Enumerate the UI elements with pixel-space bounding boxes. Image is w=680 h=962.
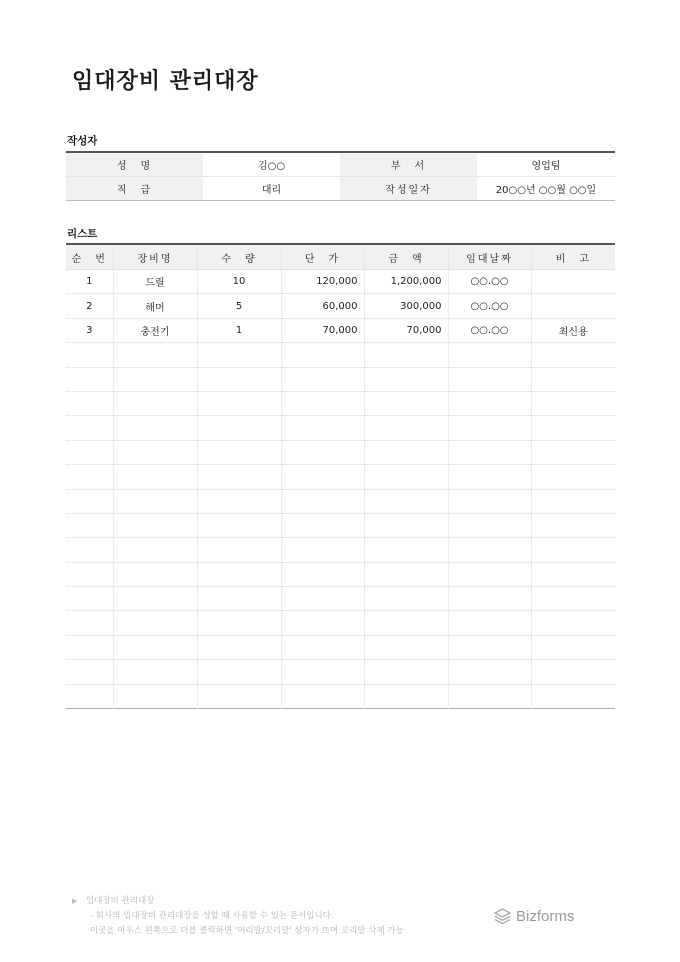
footer xyxy=(72,894,404,939)
cell-amount: 1,200,000 xyxy=(364,270,448,294)
cell-unit-price xyxy=(281,587,364,611)
cell-amount xyxy=(364,635,448,659)
cell-remarks xyxy=(531,465,615,489)
cell-remarks xyxy=(531,343,615,367)
footer-note: 이곳을 마우스 왼쪽으로 더블 클릭하면 '머리말/꼬리말' 상자가 뜨며 꼬리말 삭제 가능 xyxy=(90,926,404,936)
cell-remarks xyxy=(531,684,615,708)
cell-unit-price xyxy=(281,367,364,391)
cell-quantity: 10 xyxy=(197,270,281,294)
cell-seq xyxy=(66,489,113,513)
cell-quantity xyxy=(197,465,281,489)
cell-rental-date xyxy=(448,684,531,708)
table-row xyxy=(66,660,615,684)
cell-remarks xyxy=(531,660,615,684)
cell-amount: 300,000 xyxy=(364,294,448,318)
cell-rental-date xyxy=(448,367,531,391)
cell-unit-price xyxy=(281,440,364,464)
cell-rental-date xyxy=(448,611,531,635)
table-row xyxy=(66,440,615,464)
cell-equipment: 충전기 xyxy=(113,318,197,342)
table-row xyxy=(66,391,615,415)
cell-unit-price xyxy=(281,660,364,684)
table-row xyxy=(66,294,615,318)
cell-equipment xyxy=(113,489,197,513)
cell-amount xyxy=(364,513,448,537)
name-label: 성 명 xyxy=(66,152,203,177)
cell-unit-price xyxy=(281,489,364,513)
cell-remarks xyxy=(531,587,615,611)
cell-quantity xyxy=(197,367,281,391)
bullet-icon: ▶ xyxy=(72,897,78,905)
equipment-list-table xyxy=(66,243,615,709)
position-label: 직 급 xyxy=(66,177,203,201)
table-header-row xyxy=(66,244,615,270)
cell-remarks xyxy=(531,270,615,294)
cell-equipment xyxy=(113,562,197,586)
cell-quantity xyxy=(197,611,281,635)
cell-quantity xyxy=(197,538,281,562)
cell-equipment xyxy=(113,416,197,440)
table-row xyxy=(66,587,615,611)
cell-amount xyxy=(364,465,448,489)
cell-equipment xyxy=(113,635,197,659)
cell-amount xyxy=(364,684,448,708)
cell-rental-date xyxy=(448,343,531,367)
table-row xyxy=(66,684,615,708)
table-row xyxy=(66,513,615,537)
cell-quantity xyxy=(197,489,281,513)
cell-seq xyxy=(66,343,113,367)
cell-amount xyxy=(364,440,448,464)
cell-unit-price xyxy=(281,562,364,586)
cell-equipment xyxy=(113,660,197,684)
cell-unit-price: 70,000 xyxy=(281,318,364,342)
cell-seq xyxy=(66,465,113,489)
cell-seq xyxy=(66,660,113,684)
header-seq: 순 번 xyxy=(66,244,113,270)
layers-icon xyxy=(494,908,511,925)
cell-quantity: 1 xyxy=(197,318,281,342)
cell-unit-price xyxy=(281,465,364,489)
footer-title: 임대장비 관리대장 xyxy=(86,896,155,906)
cell-amount xyxy=(364,611,448,635)
cell-amount xyxy=(364,587,448,611)
cell-remarks xyxy=(531,538,615,562)
cell-quantity xyxy=(197,343,281,367)
cell-amount: 70,000 xyxy=(364,318,448,342)
position-value: 대리 xyxy=(261,185,282,196)
cell-seq xyxy=(66,587,113,611)
cell-quantity xyxy=(197,635,281,659)
cell-amount xyxy=(364,660,448,684)
cell-quantity xyxy=(197,660,281,684)
cell-unit-price xyxy=(281,416,364,440)
cell-rental-date xyxy=(448,416,531,440)
cell-seq xyxy=(66,635,113,659)
cell-equipment xyxy=(113,513,197,537)
cell-quantity xyxy=(197,684,281,708)
list-section-label: 리스트 xyxy=(67,228,98,240)
cell-seq: 2 xyxy=(66,294,113,318)
cell-seq xyxy=(66,416,113,440)
cell-remarks: 최신용 xyxy=(531,318,615,342)
cell-amount xyxy=(364,343,448,367)
table-row xyxy=(66,611,615,635)
cell-unit-price: 60,000 xyxy=(281,294,364,318)
cell-rental-date xyxy=(448,587,531,611)
cell-quantity xyxy=(197,513,281,537)
department-label: 부 서 xyxy=(340,152,477,177)
cell-seq: 3 xyxy=(66,318,113,342)
footer-description: - 회사의 임대장비 관리대장을 성할 때 사용할 수 있는 문서입니다. xyxy=(90,911,334,921)
author-info-table xyxy=(66,151,615,201)
table-row xyxy=(66,465,615,489)
header-amount: 금 액 xyxy=(364,244,448,270)
cell-remarks xyxy=(531,611,615,635)
cell-equipment: 해머 xyxy=(113,294,197,318)
cell-rental-date: ○○.○○ xyxy=(448,294,531,318)
cell-remarks xyxy=(531,440,615,464)
header-rental-date: 임대날짜 xyxy=(448,244,531,270)
cell-rental-date xyxy=(448,440,531,464)
table-row xyxy=(66,635,615,659)
cell-equipment xyxy=(113,391,197,415)
table-row xyxy=(66,343,615,367)
header-remarks: 비 고 xyxy=(531,244,615,270)
cell-rental-date xyxy=(448,465,531,489)
cell-rental-date xyxy=(448,489,531,513)
table-row xyxy=(66,270,615,294)
cell-rental-date xyxy=(448,562,531,586)
cell-rental-date xyxy=(448,391,531,415)
cell-equipment xyxy=(113,538,197,562)
author-section-label: 작성자 xyxy=(67,135,98,147)
table-row xyxy=(66,538,615,562)
cell-quantity xyxy=(197,391,281,415)
cell-seq xyxy=(66,684,113,708)
cell-equipment: 드릴 xyxy=(113,270,197,294)
department-value: 영업팀 xyxy=(477,152,615,177)
date-label: 작성일자 xyxy=(340,177,477,201)
cell-seq xyxy=(66,562,113,586)
cell-quantity: 5 xyxy=(197,294,281,318)
cell-equipment xyxy=(113,440,197,464)
cell-amount xyxy=(364,489,448,513)
cell-unit-price xyxy=(281,513,364,537)
cell-remarks xyxy=(531,294,615,318)
cell-quantity xyxy=(197,562,281,586)
cell-rental-date xyxy=(448,538,531,562)
cell-equipment xyxy=(113,367,197,391)
cell-remarks xyxy=(531,562,615,586)
cell-unit-price xyxy=(281,391,364,415)
cell-equipment xyxy=(113,587,197,611)
cell-unit-price xyxy=(281,538,364,562)
cell-rental-date xyxy=(448,660,531,684)
cell-unit-price xyxy=(281,635,364,659)
logo-text: Bizforms xyxy=(516,908,575,925)
cell-seq xyxy=(66,611,113,635)
cell-quantity xyxy=(197,587,281,611)
cell-remarks xyxy=(531,635,615,659)
cell-equipment xyxy=(113,343,197,367)
cell-amount xyxy=(364,538,448,562)
cell-quantity xyxy=(197,440,281,464)
document-title: 임대장비 관리대장 xyxy=(72,69,259,94)
cell-amount xyxy=(364,391,448,415)
cell-rental-date xyxy=(448,635,531,659)
cell-remarks xyxy=(531,367,615,391)
cell-unit-price xyxy=(281,684,364,708)
cell-seq xyxy=(66,367,113,391)
name-value: 김○○ xyxy=(203,152,340,177)
header-equipment: 장비명 xyxy=(113,244,197,270)
table-row xyxy=(66,562,615,586)
author-row xyxy=(66,152,615,177)
cell-amount xyxy=(364,416,448,440)
cell-unit-price xyxy=(281,343,364,367)
cell-rental-date xyxy=(448,513,531,537)
cell-unit-price xyxy=(281,611,364,635)
cell-seq: 1 xyxy=(66,270,113,294)
cell-remarks xyxy=(531,489,615,513)
cell-seq xyxy=(66,538,113,562)
cell-seq xyxy=(66,440,113,464)
cell-remarks xyxy=(531,416,615,440)
cell-equipment xyxy=(113,465,197,489)
cell-amount xyxy=(364,562,448,586)
cell-rental-date: ○○.○○ xyxy=(448,270,531,294)
table-row xyxy=(66,416,615,440)
cell-unit-price: 120,000 xyxy=(281,270,364,294)
bizforms-logo xyxy=(494,908,574,925)
header-unit-price: 단 가 xyxy=(281,244,364,270)
cell-remarks xyxy=(531,513,615,537)
table-row xyxy=(66,489,615,513)
cell-equipment xyxy=(113,611,197,635)
date-value: 20○○년 ○○월 ○○일 xyxy=(495,185,597,196)
cell-rental-date: ○○.○○ xyxy=(448,318,531,342)
cell-amount xyxy=(364,367,448,391)
author-row xyxy=(66,177,615,201)
cell-remarks xyxy=(531,391,615,415)
table-row xyxy=(66,318,615,342)
cell-quantity xyxy=(197,416,281,440)
table-row xyxy=(66,367,615,391)
cell-equipment xyxy=(113,684,197,708)
cell-seq xyxy=(66,513,113,537)
cell-seq xyxy=(66,391,113,415)
header-quantity: 수 량 xyxy=(197,244,281,270)
